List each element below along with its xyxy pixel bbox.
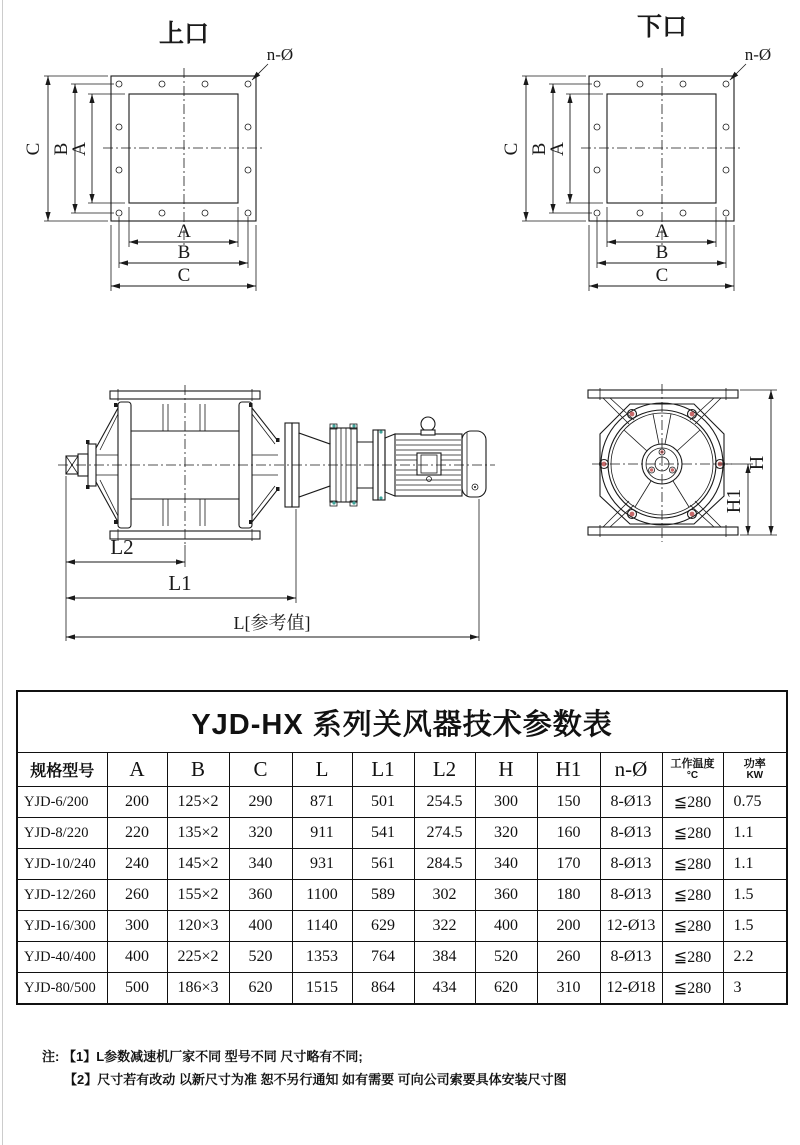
dim-label-c-left: C: [23, 142, 44, 156]
dim-label-c-bottom: C: [177, 265, 191, 286]
spec-cell: 225×2: [167, 942, 229, 973]
table-header-row: [17, 753, 787, 787]
spec-cell: 300: [107, 911, 167, 942]
spec-cell: 0.75: [723, 787, 787, 818]
spec-cell: 3: [723, 973, 787, 1005]
spec-cell: 2.2: [723, 942, 787, 973]
spec-cell: 125×2: [167, 787, 229, 818]
spec-cell: 1.5: [723, 911, 787, 942]
spec-cell: 340: [229, 849, 292, 880]
spec-cell: ≦280: [662, 818, 723, 849]
table-row: [17, 973, 787, 1005]
lower-port-title: 下口: [636, 13, 688, 41]
table-row: [17, 849, 787, 880]
spec-cell: 400: [475, 911, 537, 942]
spec-cell: 8-Ø13: [600, 880, 662, 911]
dim-label-a-bottom: A: [655, 221, 669, 242]
dim-label-c-bottom: C: [655, 265, 669, 286]
spec-cell: 629: [352, 911, 414, 942]
dim-label-l1: L1: [168, 571, 192, 595]
dim-label-h: H: [746, 455, 768, 471]
dim-label-b-bottom: B: [177, 242, 191, 263]
spec-cell: 150: [537, 787, 600, 818]
hole-count-label: n-Ø: [744, 45, 772, 64]
spec-cell: 541: [352, 818, 414, 849]
motor-eyebolt: [421, 417, 435, 431]
spec-cell: 8-Ø13: [600, 849, 662, 880]
spec-cell: 864: [352, 973, 414, 1005]
temp-header-line2: °C: [686, 769, 699, 781]
spec-cell: 310: [537, 973, 600, 1005]
col-header-l1: L1: [352, 753, 414, 787]
footnote-2-text: 【2】尺寸若有改动 以新尺寸为准 恕不另行通知 如有需要 可向公司索要具体安装尺寸图: [64, 1072, 567, 1087]
spec-cell: 8-Ø13: [600, 942, 662, 973]
spec-cell: 180: [537, 880, 600, 911]
motor-end-cap: [462, 431, 486, 497]
dim-label-b-left: B: [51, 142, 72, 156]
side-view-drawing: [58, 385, 495, 641]
spec-cell: 764: [352, 942, 414, 973]
spec-cell: 8-Ø13: [600, 818, 662, 849]
spec-cell: 360: [229, 880, 292, 911]
footnote-label: 注:: [42, 1049, 60, 1064]
dim-label-b-left: B: [529, 142, 550, 156]
col-header-c: C: [229, 753, 292, 787]
dim-label-a-bottom: A: [177, 221, 191, 242]
upper-port-drawing: [23, 20, 293, 291]
spec-cell: 384: [414, 942, 475, 973]
col-header-h: H: [475, 753, 537, 787]
spec-cell: 1.1: [723, 818, 787, 849]
spec-cell: ≦280: [662, 849, 723, 880]
spec-cell: 520: [475, 942, 537, 973]
spec-cell: ≦280: [662, 911, 723, 942]
spec-cell: 320: [229, 818, 292, 849]
gearbox-bolt-dot: [332, 501, 335, 504]
spec-cell: 200: [107, 787, 167, 818]
power-header-line1: 功率: [743, 757, 766, 770]
spec-cell: ≦280: [662, 942, 723, 973]
spec-cell: 260: [537, 942, 600, 973]
table-row: [17, 880, 787, 911]
spec-cell: 8-Ø13: [600, 787, 662, 818]
gearbox-bolt-dot: [352, 501, 355, 504]
spec-cell: 302: [414, 880, 475, 911]
col-header-temp: [662, 753, 723, 787]
model-cell: YJD-8/220: [17, 818, 107, 849]
spec-cell: 300: [475, 787, 537, 818]
spec-cell: 322: [414, 911, 475, 942]
spec-cell: 340: [475, 849, 537, 880]
spec-cell: 12-Ø13: [600, 911, 662, 942]
spec-cell: 561: [352, 849, 414, 880]
power-header-line2: KW: [746, 769, 764, 781]
spec-cell: 160: [537, 818, 600, 849]
col-header-model: 规格型号: [17, 753, 107, 787]
spec-cell: 200: [537, 911, 600, 942]
spec-cell: 1515: [292, 973, 352, 1005]
spec-cell: 931: [292, 849, 352, 880]
model-cell: YJD-40/400: [17, 942, 107, 973]
table-row: [17, 942, 787, 973]
upper-port-title: 上口: [158, 20, 210, 48]
spec-cell: 145×2: [167, 849, 229, 880]
spec-cell: 911: [292, 818, 352, 849]
model-cell: YJD-6/200: [17, 787, 107, 818]
dim-label-a-left: A: [69, 142, 90, 156]
spec-cell: 240: [107, 849, 167, 880]
table-row: [17, 787, 787, 818]
col-header-l2: L2: [414, 753, 475, 787]
hole-count-label: n-Ø: [266, 45, 294, 64]
spec-cell: 1.1: [723, 849, 787, 880]
table-row: [17, 911, 787, 942]
col-header-b: B: [167, 753, 229, 787]
flange-bolt-dot: [379, 496, 382, 499]
footnote-1-text: 【1】L参数减速机厂家不同 型号不同 尺寸略有不同;: [62, 1049, 363, 1064]
spec-cell: 1140: [292, 911, 352, 942]
end-view-drawing: [588, 384, 777, 542]
spec-table: [16, 690, 788, 1005]
dim-label-h1: H1: [723, 488, 745, 514]
model-cell: YJD-80/500: [17, 973, 107, 1005]
spec-cell: 589: [352, 880, 414, 911]
spec-cell: 1353: [292, 942, 352, 973]
spec-cell: 360: [475, 880, 537, 911]
spec-cell: 871: [292, 787, 352, 818]
spec-cell: 254.5: [414, 787, 475, 818]
spec-cell: 170: [537, 849, 600, 880]
dim-label-b-bottom: B: [655, 242, 669, 263]
spec-cell: 274.5: [414, 818, 475, 849]
spec-cell: 320: [475, 818, 537, 849]
gearbox-bolt-dot: [332, 424, 335, 427]
footnote-2: [64, 1069, 567, 1088]
spec-cell: 186×3: [167, 973, 229, 1005]
spec-cell: 620: [475, 973, 537, 1005]
spec-cell: 501: [352, 787, 414, 818]
spec-cell: 260: [107, 880, 167, 911]
spec-cell: 220: [107, 818, 167, 849]
dim-label-c-left: C: [501, 142, 522, 156]
flange-bolt-dot: [379, 430, 382, 433]
model-cell: YJD-12/260: [17, 880, 107, 911]
model-cell: YJD-10/240: [17, 849, 107, 880]
model-cell: YJD-16/300: [17, 911, 107, 942]
dim-label-l2: L2: [110, 535, 134, 559]
col-header-power: [723, 753, 787, 787]
spec-cell: 135×2: [167, 818, 229, 849]
spec-cell: ≦280: [662, 880, 723, 911]
spec-cell: 500: [107, 973, 167, 1005]
spec-cell: ≦280: [662, 787, 723, 818]
dim-label-l-ref: L[参考值]: [233, 613, 311, 633]
col-header-a: A: [107, 753, 167, 787]
spec-cell: 284.5: [414, 849, 475, 880]
scan-edge-line: [2, 0, 3, 1145]
spec-cell: 12-Ø18: [600, 973, 662, 1005]
col-header-l: L: [292, 753, 352, 787]
col-header-h1: H1: [537, 753, 600, 787]
table-title-row: [17, 691, 787, 753]
footnote-1: [42, 1046, 363, 1065]
spec-cell: 434: [414, 973, 475, 1005]
temp-header-line1: 工作温度: [670, 757, 715, 770]
spec-cell: 400: [229, 911, 292, 942]
table-title: YJD-HX 系列关风器技术参数表: [17, 691, 787, 753]
gearbox-bolt-dot: [352, 424, 355, 427]
spec-cell: 1100: [292, 880, 352, 911]
spec-cell: 400: [107, 942, 167, 973]
spec-cell: 620: [229, 973, 292, 1005]
spec-cell: 120×3: [167, 911, 229, 942]
spec-cell: 1.5: [723, 880, 787, 911]
lower-port-drawing: [501, 13, 771, 291]
spec-table-section: [16, 690, 786, 1005]
table-row: [17, 818, 787, 849]
col-header-n: n-Ø: [600, 753, 662, 787]
spec-cell: 290: [229, 787, 292, 818]
spec-cell: 520: [229, 942, 292, 973]
spec-cell: ≦280: [662, 973, 723, 1005]
spec-cell: 155×2: [167, 880, 229, 911]
dim-label-a-left: A: [547, 142, 568, 156]
